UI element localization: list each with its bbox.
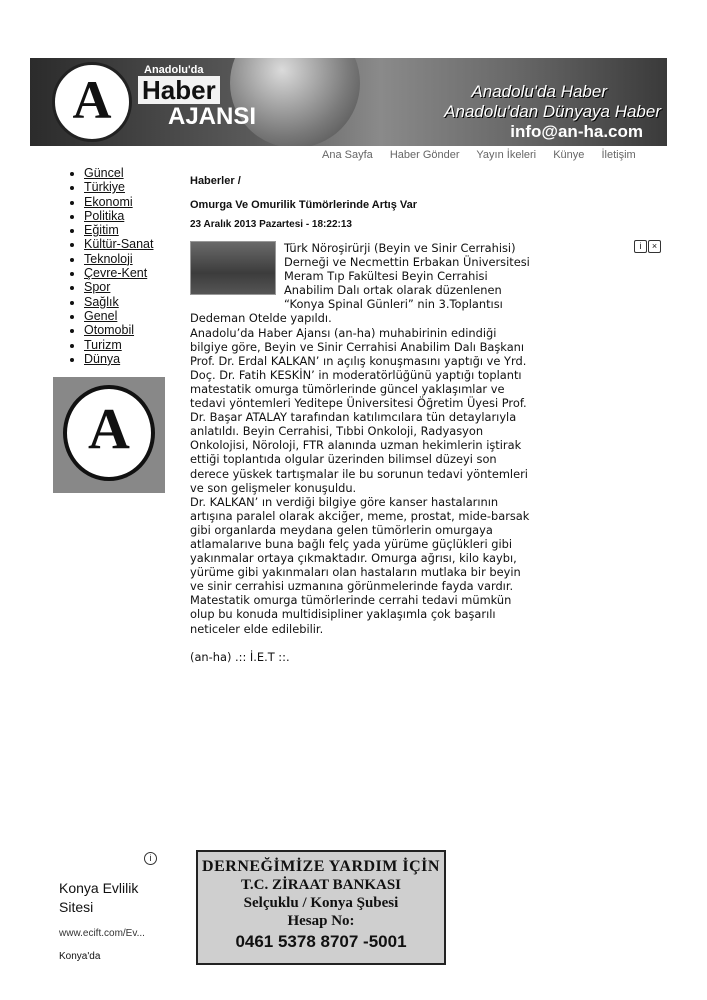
info-icon[interactable]: i (634, 240, 647, 253)
logo-letter: A (72, 70, 112, 130)
sidebar-item-genel[interactable]: • Genel (84, 309, 153, 323)
logo-small-text: Anadolu'da (144, 64, 204, 76)
bank-donation-box (196, 850, 446, 965)
sidebar-item-turizm[interactable]: • Turizm (84, 338, 153, 352)
logo-big-text: Haber (138, 76, 220, 104)
bank-line-3: Selçuklu / Konya Şubesi (243, 895, 399, 911)
bank-account-number: 0461 5378 8707 -5001 (235, 932, 407, 951)
sidebar-logo-letter: A (88, 396, 130, 461)
sidebar-logo (53, 377, 165, 493)
ad-title[interactable]: Konya Evlilik Sitesi (59, 880, 139, 915)
sidebar-item-dunya[interactable]: • Dünya (84, 352, 153, 366)
sidebar-item-otomobil[interactable]: • Otomobil (84, 323, 153, 337)
sidebar-item-guncel[interactable]: • Güncel (84, 166, 153, 180)
logo-wordmark[interactable] (138, 64, 258, 130)
nav-send-news[interactable]: Haber Gönder (389, 149, 460, 161)
bank-line-2: T.C. ZİRAAT BANKASI (240, 877, 402, 893)
article-headline: Omurga Ve Omurilik Tümörlerinde Artış Var (190, 199, 417, 211)
logo-emblem[interactable] (52, 62, 132, 142)
article-paragraph-2: Anadolu’da Haber Ajansı (an-ha) muhabirinin edindiği bilgiye göre, Beyin ve Sinir Cerrahisi Anabilim Dalı Başkanı Prof. Dr. Erdal KALKAN’ ın açılış konuşmasını yaptığı ve Yrd. Doç. Dr. Fatih KESKİN’ in moderatörlüğünü yaptığı toplantı matestatik omurga tümörlerinde güncel yaklaşımlar ve tedavi yöntemleri Yeditepe Üniversitesi Öğretim Üyesi Prof. Dr. Başar ATALAY tarafından katılımcılara tün detaylarıyla anlatıldı. Beyin Cerrahisi, Tıbbi Onkoloji, Radyasyon Onkolojisi, Nöroloji, FTR alanında uzman hekimlerin iştirak ettiği toplantıda olgular üzerinden bilimsel düzeyi son derece yüskek tartışmalar ile bu sorunun tedavi yöntemleri ve son gelişmeler konuşuldu. (190, 325, 528, 495)
top-nav (322, 149, 650, 161)
nav-home[interactable]: Ana Sayfa (322, 149, 373, 161)
sidebar-item-spor[interactable]: • Spor (84, 280, 153, 294)
logo-big-text-2: AJANSI (168, 103, 257, 130)
sidebar-item-ekonomi[interactable]: • Ekonomi (84, 195, 153, 209)
ad-controls (633, 240, 661, 253)
bank-line-4: Hesap No: (287, 913, 355, 929)
photo-spacer (190, 241, 284, 301)
nav-contact[interactable]: İletişim (601, 149, 636, 161)
article-paragraph-1: Türk Nöroşirürji (Beyin ve Sinir Cerrahisi) Derneği ve Necmettin Erbakan Üniversitesi Meram Tıp Fakültesi Beyin Cerrahisi Anabilim Dalı ortak olarak düzenlenen “Konya Spinal Günleri” nin 3.Toplantısı Dedeman Otelde yapıldı. (190, 241, 530, 326)
article-signoff: (an-ha) .:: İ.E.T ::. (190, 649, 290, 664)
ad-location: Konya'da (59, 951, 101, 962)
article-body (190, 241, 535, 664)
sidebar-item-turkiye[interactable]: • Türkiye (84, 180, 153, 194)
tagline-2: Anadolu'dan Dünyaya Haber (444, 102, 661, 121)
ad-url[interactable]: www.ecift.com/Ev... (59, 928, 145, 939)
category-sidebar (66, 166, 153, 366)
article-date: 23 Aralık 2013 Pazartesi - 18:22:13 (190, 219, 352, 230)
header-email[interactable]: info@an-ha.com (510, 122, 643, 141)
article-paragraph-3: Dr. KALKAN’ ın verdiği bilgiye göre kanser hastalarının artışına paralel olarak akciğer, meme, prostat, mide-barsak gibi organlarda meydana gelen tümörlerin omurgaya atlamalarıve buna bağlı felç yada yürüme güçlükleri gibi yakınmalar ortaya çıkmaktadır. Omurga ağrısı, kilo kaybı, yürüme gibi yakınmaları olan hastaların mutlaka bir beyin ve sinir cerrahisi uzmanına görünmelerinde fayda vardır. Matestatik omurga tümörlerinde cerrahi tedavi mümkün olup bu konuda multidisipliner yaklaşımla çok başarılı neticeler elde edilebilir. (190, 494, 530, 636)
bank-line-1: DERNEĞİMİZE YARDIM İÇİN (202, 858, 440, 875)
nav-imprint[interactable]: Künye (553, 149, 585, 161)
sidebar-item-kultur-sanat[interactable]: • Kültür-Sanat (84, 237, 153, 251)
close-icon[interactable]: × (648, 240, 661, 253)
sidebar-item-saglik[interactable]: • Sağlık (84, 295, 153, 309)
nav-publishing-principles[interactable]: Yayın İkeleri (476, 149, 537, 161)
sidebar-logo-emblem (63, 385, 155, 481)
tagline-1: Anadolu'da Haber (471, 82, 607, 101)
sidebar-item-politika[interactable]: • Politika (84, 209, 153, 223)
breadcrumb[interactable]: Haberler / (190, 175, 241, 187)
header-banner (30, 58, 667, 146)
sidebar-item-egitim[interactable]: • Eğitim (84, 223, 153, 237)
sidebar-item-cevre-kent[interactable]: • Çevre-Kent (84, 266, 153, 280)
ad-info-icon[interactable]: i (144, 852, 157, 865)
sidebar-item-teknoloji[interactable]: • Teknoloji (84, 252, 153, 266)
